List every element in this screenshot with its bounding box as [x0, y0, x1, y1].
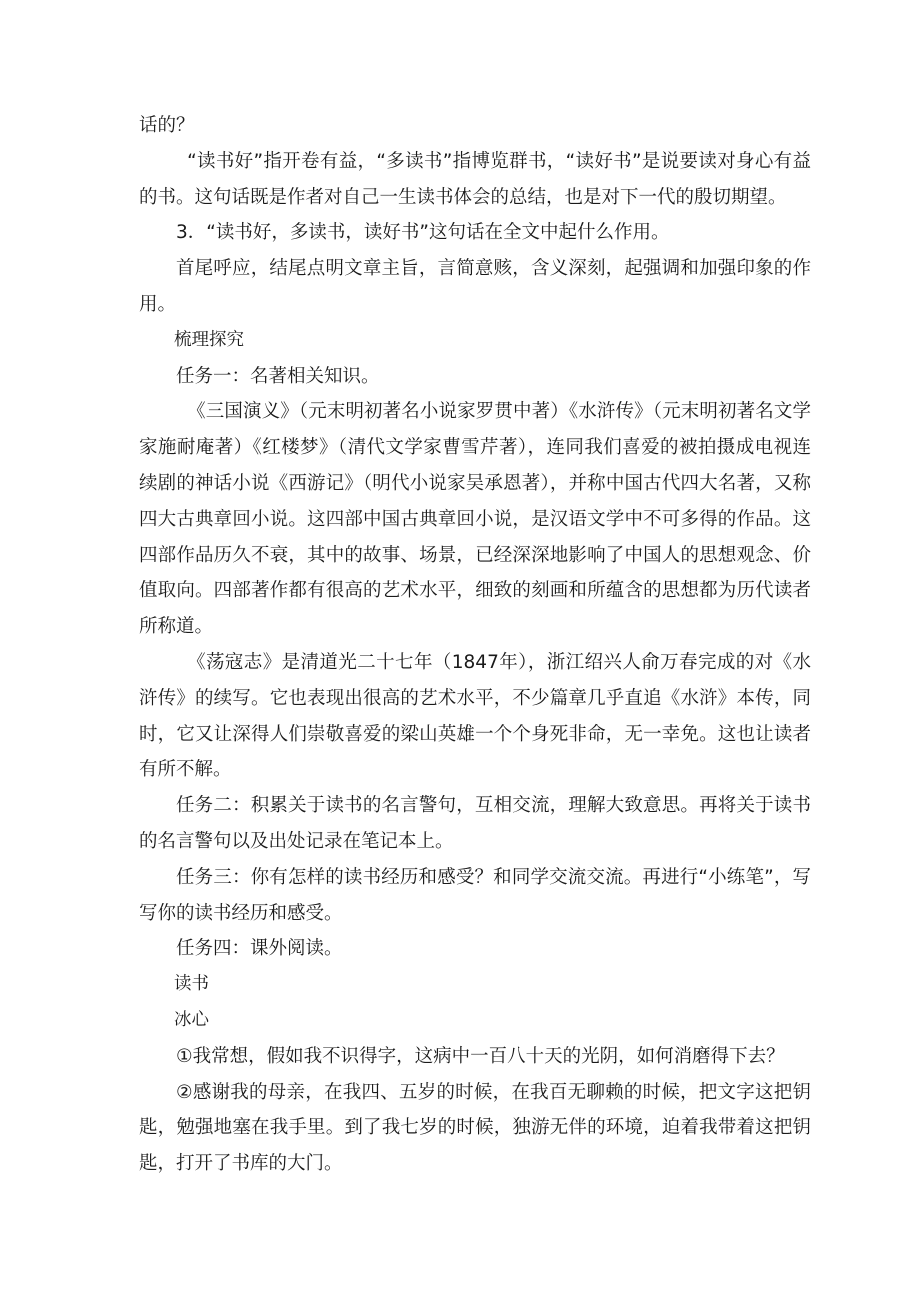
task-four: 任务四：课外阅读。: [176, 938, 343, 960]
reading-paragraph-1: ①我常想，假如我不识得字，这病中一百八十天的光阴，如何消磨得下去？: [176, 1045, 785, 1067]
task-two: 任务二：积累关于读书的名言警句，互相交流，理解大致意思。再将关于读书的名言警句以及出处记录在笔记本上。: [139, 795, 811, 852]
reading-paragraph-2: ②感谢我的母亲，在我四、五岁的时候，在我百无聊赖的时候，把文字这把钥匙，勉强地塞在我手里。到了我七岁的时候，独游无伴的环境，迫着我带着这把钥匙，打开了书库的大门。: [139, 1081, 811, 1175]
paragraph-answer-2: “读书好”指开卷有益，“多读书”指博览群书，“读好书”是说要读对身心有益的书。这句话既是作者对自己一生读书体会的总结，也是对下一代的殷切期望。: [139, 150, 811, 208]
paragraph-four-classics: 《三国演义》（元末明初著名小说家罗贯中著）《水浒传》（元末明初著名文学家施耐庵著）《红楼梦》（清代文学家曹雪芹著），连同我们喜爱的被拍摄成电视连续剧的神话小说《西游记》（明代小说家吴承恩著），并称中国古代四大名著，又称四大古典章回小说。这四部中国古典章回小说，是汉语文学中不可多得的作品。这四部作品历久不衰，其中的故事、场景，已经深深地影响了中国人的思想观念、价值取向。四部著作都有很高的艺术水平，细致的刻画和所蕴含的思想都为历代读者所称道。: [139, 401, 811, 638]
task-one: 任务一：名著相关知识。: [176, 365, 380, 387]
paragraph-answer-3: 首尾呼应，结尾点明文章主旨，言简意赅，含义深刻，起强调和加强印象的作用。: [139, 258, 811, 315]
document-body: [139, 108, 811, 1182]
paragraph-question-tail: 话的？: [139, 115, 195, 136]
paragraph-question-3: 3．“读书好，多读书，读好书”这句话在全文中起什么作用。: [176, 222, 670, 244]
reading-title: 读书: [174, 974, 209, 995]
task-three: 任务三：你有怎样的读书经历和感受？和同学交流交流。再进行“小练笔”，写写你的读书经历和感受。: [139, 866, 811, 924]
reading-author: 冰心: [174, 1009, 209, 1030]
section-heading-explore: 梳理探究: [174, 329, 244, 350]
paragraph-dangkouzhi: 《荡寇志》是清道光二十七年（1847年），浙江绍兴人俞万春完成的对《水浒传》的续写。它也表现出很高的艺术水平，不少篇章几乎直追《水浒》本传，同时，它又让深得人们崇敬喜爱的梁山英雄一个个身死非命，无一幸免。这也让读者有所不解。: [139, 651, 811, 781]
